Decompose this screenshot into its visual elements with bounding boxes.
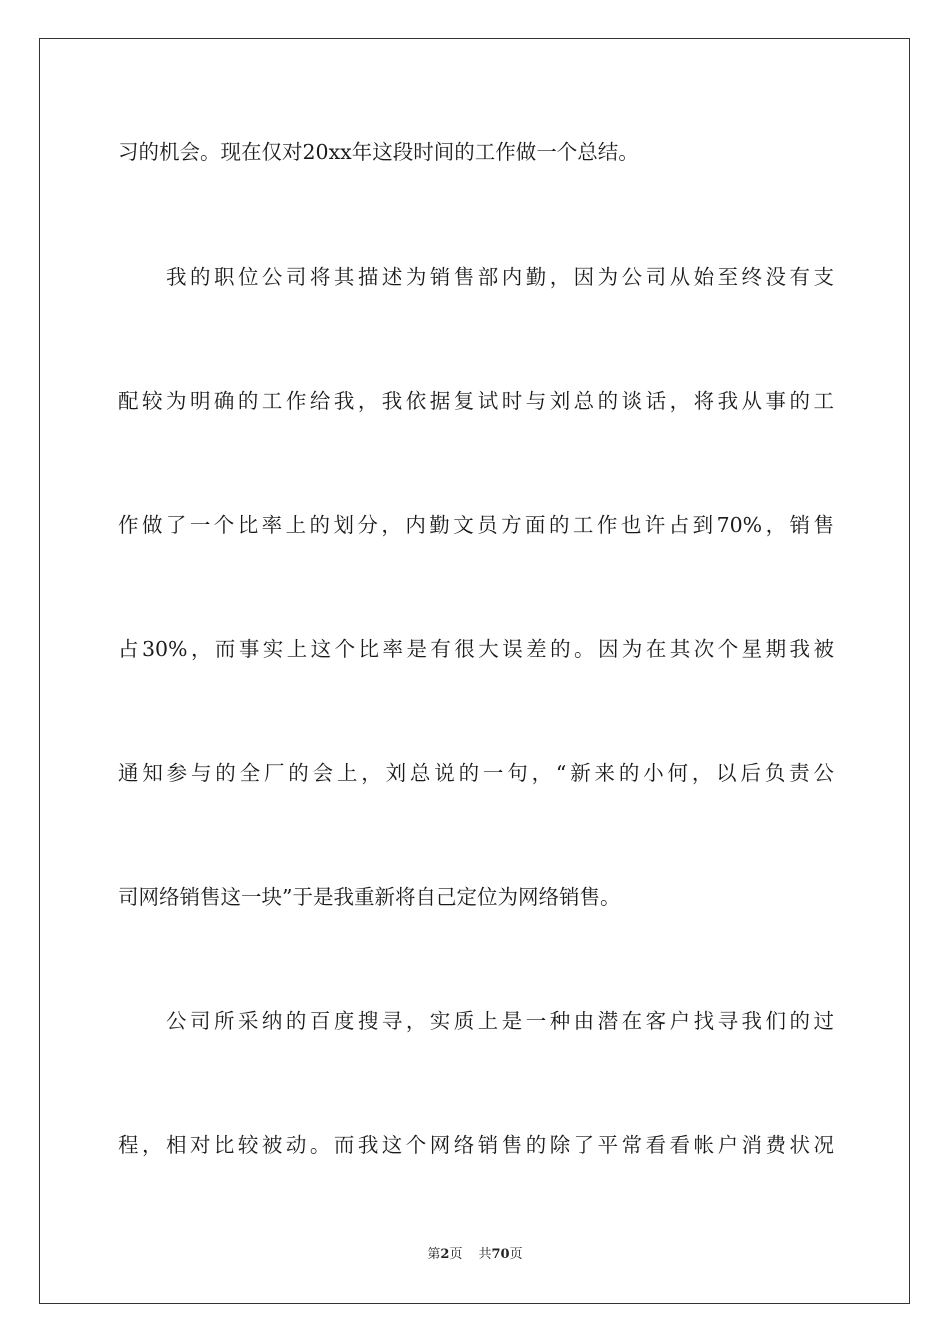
footer-prefix: 第 [427, 1247, 441, 1262]
footer-page-number: 2 [440, 1247, 450, 1262]
paragraph-line-6: 通知参与的全厂的会上，刘总说的一句，“新来的小何，以后负责公 [118, 761, 834, 785]
footer-total-suffix: 页 [509, 1247, 523, 1262]
page-footer [0, 1246, 950, 1264]
paragraph-line-3: 配较为明确的工作给我，我依据复试时与刘总的谈话，将我从事的工 [118, 389, 834, 413]
footer-total-pages: 70 [491, 1247, 510, 1262]
footer-page-suffix: 页 [449, 1247, 463, 1262]
paragraph-line-5: 占30%，而事实上这个比率是有很大误差的。因为在其次个星期我被 [118, 637, 834, 661]
paragraph-line-1: 习的机会。现在仅对20xx年这段时间的工作做一个总结。 [118, 140, 639, 164]
paragraph-line-4: 作做了一个比率上的划分，内勤文员方面的工作也许占到70%，销售 [118, 513, 834, 537]
paragraph-line-8: 公司所采纳的百度搜寻，实质上是一种由潜在客户找寻我们的过 [166, 1009, 834, 1033]
page-border [39, 38, 910, 1304]
paragraph-line-7: 司网络销售这一块”于是我重新将自己定位为网络销售。 [118, 885, 621, 909]
footer-total-prefix: 共 [478, 1247, 492, 1262]
paragraph-line-2: 我的职位公司将其描述为销售部内勤，因为公司从始至终没有支 [166, 265, 834, 289]
paragraph-line-9: 程，相对比较被动。而我这个网络销售的除了平常看看帐户消费状况 [118, 1133, 834, 1157]
